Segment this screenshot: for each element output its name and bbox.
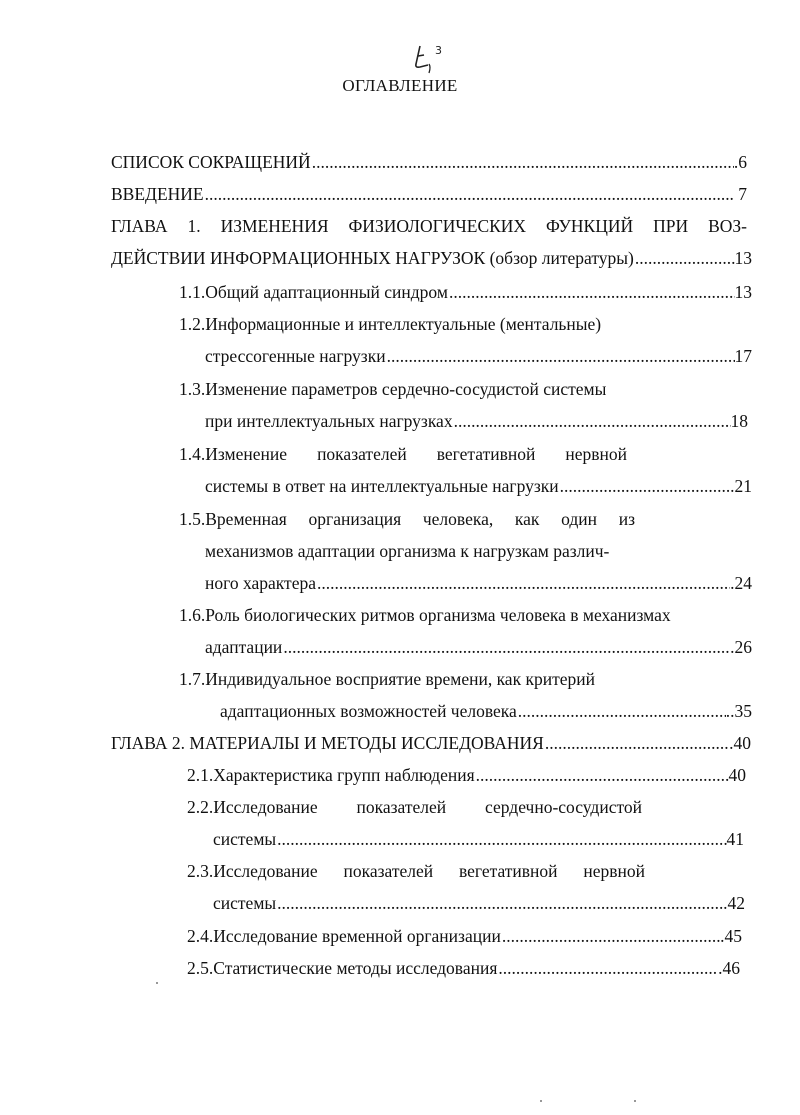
toc-section-1-3-line-1: 1.3.Изменение параметров сердечно-сосудистой системы: [179, 379, 607, 399]
toc-section-1-6: [205, 636, 752, 658]
toc-page-number: .24: [730, 573, 752, 593]
toc-leader-dots: [449, 281, 735, 303]
toc-chapter-1: [111, 247, 752, 269]
toc-section-1-5-line-2: механизмов адаптации организма к нагрузкам различ-: [205, 541, 610, 561]
toc-leader-dots: [312, 151, 734, 173]
toc-leader-dots: [283, 636, 730, 658]
toc-entry-title: системы: [213, 893, 277, 913]
toc-page-number: .42: [723, 893, 745, 913]
scan-speck: [634, 1100, 636, 1102]
toc-section-1-5: [205, 572, 752, 594]
toc-entry-introduction: [111, 183, 747, 205]
toc-leader-dots: [518, 700, 726, 722]
toc-page-number: 13: [734, 248, 752, 268]
toc-page-number: 18: [730, 411, 748, 431]
toc-section-2-3: [213, 892, 745, 914]
toc-section-1-2: [205, 345, 752, 367]
toc-entry-title: стрессогенные нагрузки: [205, 346, 386, 366]
toc-section-1-6-line-1: 1.6.Роль биологических ритмов организма человека в механизмах: [179, 605, 671, 625]
toc-section-1-3: [205, 410, 748, 432]
toc-entry-title: системы: [213, 829, 277, 849]
toc-page-number: .6: [733, 152, 747, 172]
toc-page-number: .26: [730, 637, 752, 657]
scan-speck: [540, 1100, 542, 1102]
toc-entry-title: системы в ответ на интеллектуальные нагрузки: [205, 476, 559, 496]
toc-section-1-1: [179, 281, 752, 303]
toc-leader-dots: [317, 572, 730, 594]
toc-entry-abbreviations: [111, 151, 747, 173]
toc-leader-dots: [476, 764, 729, 786]
toc-leader-dots: [205, 183, 730, 205]
toc-section-1-7-line-1: 1.7.Индивидуальное восприятие времени, как критерий: [179, 669, 595, 689]
scan-speck: [156, 982, 158, 984]
toc-section-1-2-line-1: 1.2.Информационные и интеллектуальные (ментальные): [179, 314, 602, 334]
toc-entry-title: адаптационных возможностей человека: [220, 701, 517, 721]
toc-page-number: . 7: [729, 184, 747, 204]
toc-page-number: .21: [730, 476, 752, 496]
toc-section-2-3-line-1: 2.3.Исследование показателей вегетативной нервной: [187, 861, 645, 881]
toc-section-1-4-line-1: 1.4.Изменение показателей вегетативной нервной: [179, 444, 627, 464]
toc-section-1-7: [220, 700, 752, 722]
toc-section-2-1: [187, 764, 746, 786]
toc-leader-dots: [498, 957, 718, 979]
toc-entry-title: ГЛАВА 2. МАТЕРИАЛЫ И МЕТОДЫ ИССЛЕДОВАНИЯ: [111, 733, 544, 753]
toc-page-number: 41: [726, 829, 744, 849]
svg-text:3: 3: [435, 44, 442, 57]
toc-section-2-4: [187, 925, 742, 947]
toc-section-1-5-line-1: 1.5.Временная организация человека, как один из: [179, 509, 635, 529]
toc-entry-title: 1.1.Общий адаптационный синдром: [179, 282, 448, 302]
toc-entry-title: 2.1.Характеристика групп наблюдения: [187, 765, 475, 785]
toc-entry-title: ДЕЙСТВИИ ИНФОРМАЦИОННЫХ НАГРУЗОК (обзор литературы): [111, 248, 634, 268]
toc-entry-title: СПИСОК СОКРАЩЕНИЙ: [111, 152, 311, 172]
toc-leader-dots: [387, 345, 735, 367]
toc-entry-title: адаптации: [205, 637, 283, 657]
toc-entry-title: 2.4.Исследование временной организации: [187, 926, 501, 946]
toc-page-number: .45: [720, 926, 742, 946]
toc-leader-dots: [277, 892, 723, 914]
toc-section-1-4: [205, 475, 752, 497]
toc-entry-title: 2.5.Статистические методы исследования: [187, 958, 498, 978]
handwritten-page-mark: [410, 40, 450, 80]
toc-leader-dots: [635, 247, 735, 269]
toc-page-number: .40: [729, 733, 751, 753]
toc-page-number: 13: [734, 282, 752, 302]
toc-entry-title: при интеллектуальных нагрузках: [205, 411, 453, 431]
handwritten-mark-graphic: [410, 40, 450, 80]
toc-chapter-2: [111, 732, 751, 754]
toc-page-number: 40: [728, 765, 746, 785]
toc-leader-dots: [545, 732, 729, 754]
toc-page-number: ..35: [725, 701, 752, 721]
toc-leader-dots: [560, 475, 730, 497]
toc-page-number: .46: [718, 958, 740, 978]
toc-page-number: 17: [734, 346, 752, 366]
toc-section-2-2: [213, 828, 744, 850]
toc-chapter-1-line-1: ГЛАВА 1. ИЗМЕНЕНИЯ ФИЗИОЛОГИЧЕСКИХ ФУНКЦИЙ ПРИ ВОЗ-: [111, 216, 747, 236]
toc-section-2-2-line-1: 2.2.Исследование показателей сердечно-сосудистой: [187, 797, 642, 817]
page-title: ОГЛАВЛЕНИЕ: [342, 76, 458, 95]
toc-leader-dots: [454, 410, 731, 432]
toc-leader-dots: [277, 828, 726, 850]
toc-section-2-5: [187, 957, 740, 979]
toc-entry-title: ВВЕДЕНИЕ: [111, 184, 204, 204]
toc-entry-title: ного характера: [205, 573, 316, 593]
toc-leader-dots: [502, 925, 720, 947]
